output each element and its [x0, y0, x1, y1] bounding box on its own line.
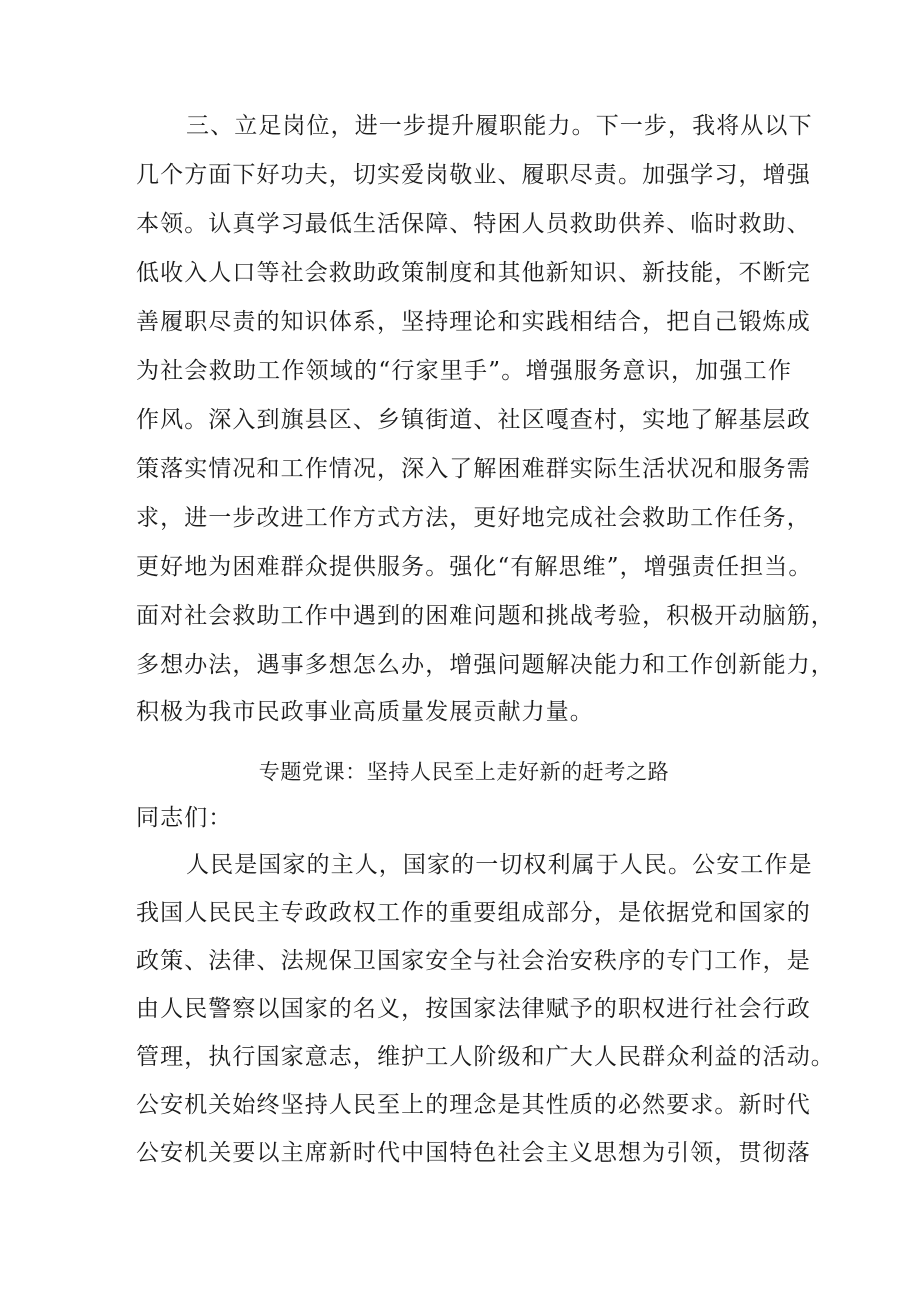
paragraph-line: 公安机关要以主席新时代中国特色社会主义思想为引领，贯彻落	[136, 1140, 811, 1166]
paragraph-line: 低收入人口等社会救助政策制度和其他新知识、新技能，不断完	[136, 260, 811, 286]
paragraph-line: 管理，执行国家意志，维护工人阶级和广大人民群众利益的活动。	[136, 1044, 835, 1070]
paragraph-line: 几个方面下好功夫，切实爱岗敬业、履职尽责。加强学习，增强	[136, 162, 811, 188]
paragraph-line: 作风。深入到旗县区、乡镇街道、社区嘎查村，实地了解基层政	[136, 407, 811, 433]
paragraph-line: 由人民警察以国家的名义，按国家法律赋予的职权进行社会行政	[136, 996, 811, 1022]
paragraph-line: 善履职尽责的知识体系，坚持理论和实践相结合，把自己锻炼成	[136, 309, 811, 335]
paragraph-line: 多想办法，遇事多想怎么办，增强问题解决能力和工作创新能力，	[136, 652, 835, 678]
paragraph-line: 公安机关始终坚持人民至上的理念是其性质的必然要求。新时代	[136, 1092, 811, 1118]
lecture-title: 专题党课：坚持人民至上走好新的赶考之路	[258, 760, 670, 784]
paragraph-line-last: 积极为我市民政事业高质量发展贡献力量。	[136, 699, 594, 725]
paragraph-line: 面对社会救助工作中遇到的困难问题和挑战考验，积极开动脑筋，	[136, 603, 835, 629]
paragraph-line: 人民是国家的主人，国家的一切权利属于人民。公安工作是	[186, 852, 813, 878]
paragraph-line: 求，进一步改进工作方式方法，更好地完成社会救助工作任务，	[136, 505, 811, 531]
salutation: 同志们：	[136, 805, 233, 831]
paragraph-line: 三、立足岗位，进一步提升履职能力。下一步，我将从以下	[186, 113, 813, 139]
paragraph-line: 我国人民民主专政政权工作的重要组成部分，是依据党和国家的	[136, 900, 811, 926]
paragraph-line: 为社会救助工作领域的“行家里手”。增强服务意识，加强工作	[136, 358, 792, 384]
paragraph-line: 政策、法律、法规保卫国家安全与社会治安秩序的专门工作，是	[136, 948, 811, 974]
paragraph-line: 策落实情况和工作情况，深入了解困难群实际生活状况和服务需	[136, 456, 811, 482]
paragraph-line: 更好地为困难群众提供服务。强化“有解思维”，增强责任担当。	[136, 554, 813, 580]
paragraph-line: 本领。认真学习最低生活保障、特困人员救助供养、临时救助、	[136, 211, 811, 237]
